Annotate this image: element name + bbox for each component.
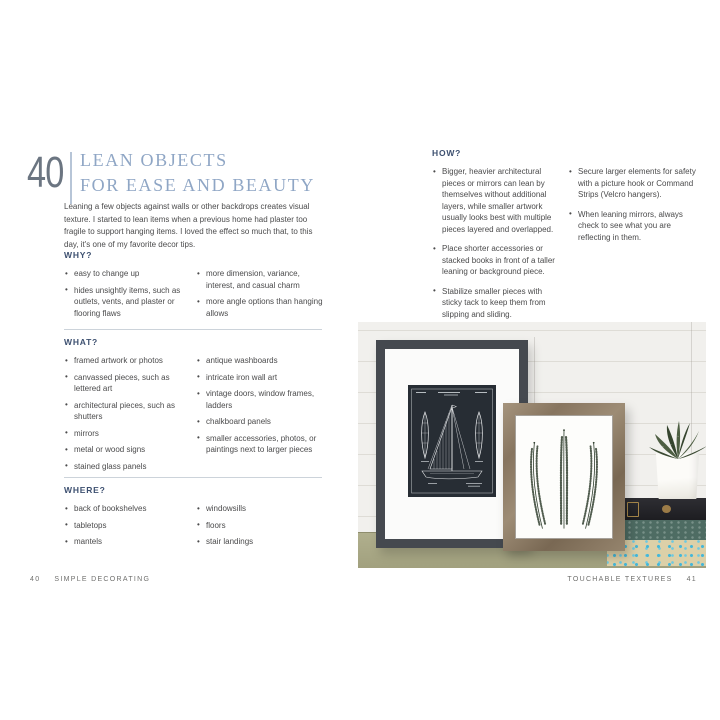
list-item: • Place shorter accessories or stacked books in front of a taller leaning or background piece. — [432, 243, 560, 278]
section-what — [64, 337, 324, 477]
why-list-col1 — [64, 268, 182, 324]
where-list-col1 — [64, 503, 182, 553]
list-item: • floors — [196, 520, 324, 532]
book-teal — [612, 520, 706, 540]
fern-botanical-print — [519, 417, 609, 537]
footer-right — [567, 576, 697, 583]
page-number-left: 40 — [30, 576, 41, 583]
footer-left — [30, 576, 150, 583]
framed-fern-print — [503, 403, 625, 551]
list-item: • Bigger, heavier architectural pieces or mirrors can lean by themselves without additional layers, while smaller artwork usually looks best with multiple pieces layered and overlapped. — [432, 166, 560, 235]
section-how — [432, 148, 700, 328]
section-heading-why: WHY? — [64, 250, 93, 260]
succulent-plant — [646, 412, 706, 460]
how-list-col1 — [432, 166, 560, 328]
chapter-number: 40 — [27, 148, 64, 197]
title-line-2: FOR EASE AND BEAUTY — [80, 175, 315, 195]
what-list-col1 — [64, 355, 182, 477]
list-item: • vintage doors, window frames, ladders — [196, 388, 324, 411]
list-item: • Secure larger elements for safety with a picture hook or Command Strips (Velcro hangers). — [568, 166, 700, 201]
section-heading-what: WHAT? — [64, 337, 99, 347]
section-heading-how: HOW? — [432, 148, 462, 158]
footer-book-title: SIMPLE DECORATING — [54, 576, 151, 583]
list-item: • canvassed pieces, such as lettered art — [64, 372, 182, 395]
chapter-title — [80, 148, 315, 198]
list-item: • hides unsightly items, such as outlets, vents, and plaster or flooring flaws — [64, 285, 182, 320]
list-item: • more angle options than hanging allows — [196, 296, 324, 319]
section-divider — [64, 477, 322, 478]
list-item: • chalkboard panels — [196, 416, 324, 428]
list-item: • mirrors — [64, 428, 182, 440]
title-line-1: LEAN OBJECTS — [80, 150, 228, 170]
list-item: • smaller accessories, photos, or paintings next to larger pieces — [196, 433, 324, 456]
photo-leaning-frames — [358, 322, 706, 568]
section-divider — [64, 329, 322, 330]
book-gold-emblem — [662, 505, 671, 513]
title-divider-line — [70, 152, 72, 204]
list-item: • framed artwork or photos — [64, 355, 182, 367]
list-item: • windowsills — [196, 503, 324, 515]
footer-chapter-title: TOUCHABLE TEXTURES — [567, 576, 673, 583]
intro-paragraph: Leaning a few objects against walls or other backdrops creates visual texture. I started to lean items when a previous home had plaster too fragile to support hanging items. I loved the effect so much that, to this day, it's one of my favorite decor tips. — [64, 202, 313, 249]
why-list-col2 — [196, 268, 324, 324]
list-item: • mantels — [64, 536, 182, 548]
list-item: • stair landings — [196, 536, 324, 548]
section-where — [64, 485, 324, 553]
book-spine-label — [627, 502, 639, 517]
list-item: • back of bookshelves — [64, 503, 182, 515]
page-number-right: 41 — [686, 576, 697, 583]
list-item: • more dimension, variance, interest, and casual charm — [196, 268, 324, 291]
list-item: • stained glass panels — [64, 461, 182, 473]
list-item: • architectural pieces, such as shutters — [64, 400, 182, 423]
list-item: • Stabilize smaller pieces with sticky tack to keep them from slipping and sliding. — [432, 286, 560, 321]
list-item: • easy to change up — [64, 268, 182, 280]
list-item: • intricate iron wall art — [196, 372, 324, 384]
what-list-col2 — [196, 355, 324, 477]
where-list-col2 — [196, 503, 324, 553]
how-list-col2 — [568, 166, 700, 328]
section-why — [64, 250, 324, 324]
list-item: • metal or wood signs — [64, 444, 182, 456]
sailboat-patent-print — [408, 385, 496, 497]
list-item: • When leaning mirrors, always check to see what you are reflecting in them. — [568, 209, 700, 244]
section-heading-where: WHERE? — [64, 485, 106, 495]
book-black — [618, 498, 706, 520]
list-item: • antique washboards — [196, 355, 324, 367]
list-item: • tabletops — [64, 520, 182, 532]
